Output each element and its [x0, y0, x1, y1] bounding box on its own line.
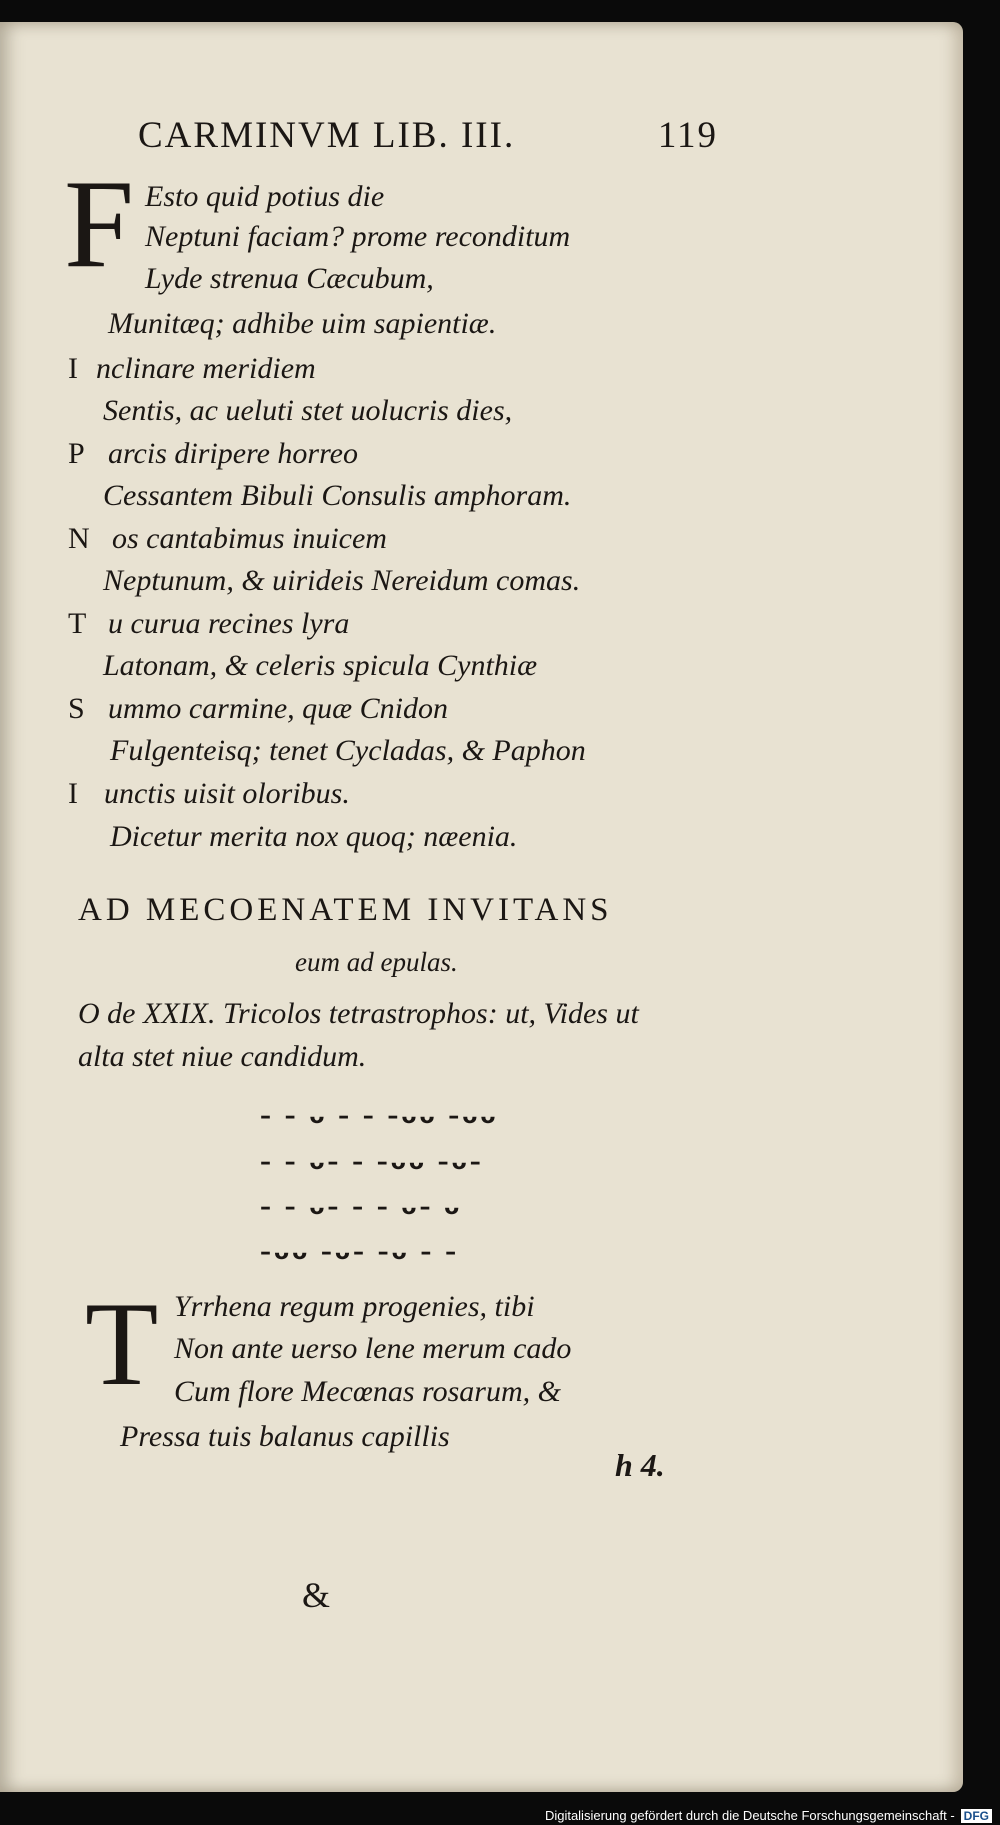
- digitization-footer: [545, 1808, 992, 1823]
- ode-heading: AD MECOENATEM INVITANS: [78, 892, 613, 928]
- ode-description: O de XXIX. Tricolos tetrastrophos: ut, Vides ut: [78, 997, 639, 1030]
- verse-text: u curua recines lyra: [108, 607, 350, 640]
- verse-line: [68, 522, 387, 556]
- book-page: [0, 22, 963, 1792]
- verse-line: Cessantem Bibuli Consulis amphoram.: [103, 479, 572, 512]
- initial-letter: P: [68, 437, 85, 470]
- initial-letter: T: [68, 607, 87, 640]
- verse-line: Latonam, & celeris spicula Cynthiæ: [103, 649, 538, 682]
- initial-letter: S: [68, 692, 85, 725]
- verse-line: [68, 437, 358, 471]
- initial-letter: I: [68, 777, 78, 810]
- meter-scheme-line: – – ᴗ– – – ᴗ– ᴗ: [260, 1195, 463, 1220]
- verse-line: Neptunum, & uirideis Nereidum comas.: [103, 564, 581, 597]
- ornament-glyph: &: [302, 1575, 331, 1615]
- verse-line: Lyde strenua Cæcubum,: [145, 262, 434, 295]
- verse-text: unctis uisit oloribus.: [104, 777, 350, 810]
- verse-line: Dicetur merita nox quoq; næenia.: [110, 820, 518, 853]
- verse-line: Munitæq; adhibe uim sapientiæ.: [108, 307, 497, 340]
- verse-text: nclinare meridiem: [96, 352, 316, 385]
- verse-line: [68, 692, 448, 726]
- running-title: CARMINVM LIB. III.: [138, 115, 516, 156]
- ode-description: alta stet niue candidum.: [78, 1040, 367, 1073]
- verse-text: os cantabimus inuicem: [112, 522, 387, 555]
- meter-scheme-line: – – ᴗ – – –ᴗᴗ –ᴗᴗ: [260, 1104, 499, 1129]
- verse-line: Fulgenteisq; tenet Cycladas, & Paphon: [110, 734, 586, 767]
- signature-mark: h 4.: [615, 1447, 665, 1483]
- page-number: 119: [657, 115, 718, 156]
- verse-line: [68, 352, 316, 386]
- meter-scheme-line: – – ᴗ– – –ᴗᴗ –ᴗ–: [260, 1150, 484, 1175]
- meter-scheme-line: –ᴗᴗ –ᴗ– –ᴗ – –: [260, 1240, 460, 1265]
- verse-line: Sentis, ac ueluti stet uolucris dies,: [103, 394, 513, 427]
- verse-line: [68, 607, 349, 641]
- verse-line: [68, 777, 350, 811]
- verse-line: Cum flore Mecœnas rosarum, &: [174, 1375, 561, 1408]
- verse-line: Pressa tuis balanus capillis: [120, 1420, 450, 1453]
- running-header: [138, 114, 718, 157]
- dropcap-f: F: [64, 155, 135, 294]
- initial-letter: I: [68, 352, 78, 385]
- verse-text: arcis diripere horreo: [108, 437, 358, 470]
- verse-line: Yrrhena regum progenies, tibi: [174, 1290, 535, 1323]
- ode-subheading: eum ad epulas.: [295, 947, 458, 977]
- dfg-logo: DFG: [961, 1809, 992, 1823]
- initial-letter: N: [68, 522, 90, 555]
- dropcap-t: T: [85, 1277, 159, 1410]
- verse-line: Non ante uerso lene merum cado: [174, 1332, 572, 1365]
- verse-text: ummo carmine, quæ Cnidon: [108, 692, 448, 725]
- verse-line: Neptuni faciam? prome reconditum: [145, 220, 571, 253]
- footer-text: Digitalisierung gefördert durch die Deutsche Forschungsgemeinschaft -: [544, 1808, 955, 1823]
- verse-line: Esto quid potius die: [145, 180, 385, 213]
